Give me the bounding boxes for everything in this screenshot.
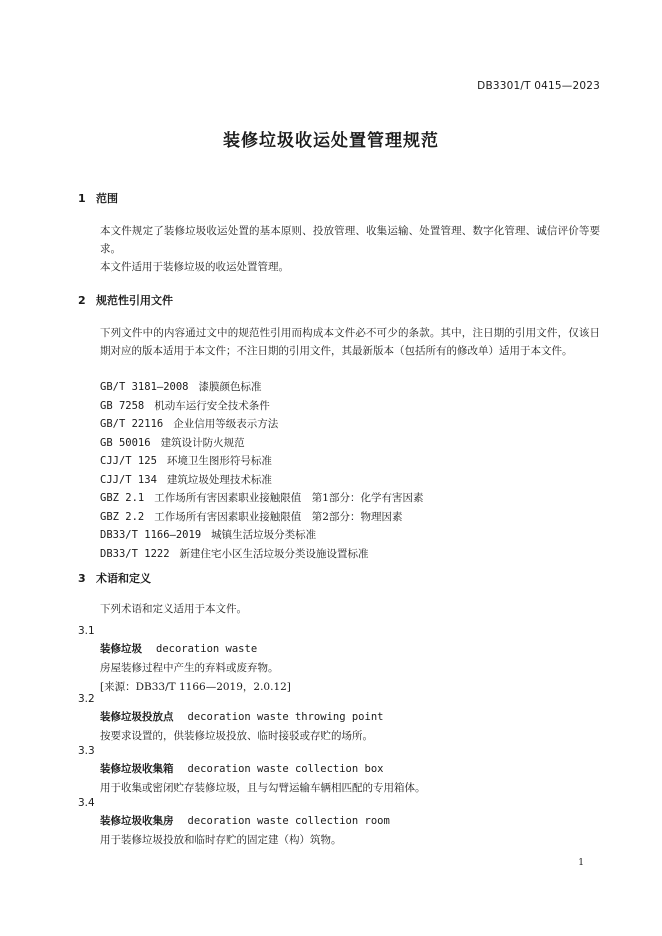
- term-name: 装修垃圾投放点: [100, 711, 174, 723]
- term-name: 装修垃圾: [100, 643, 142, 655]
- term-number: 3.2: [78, 693, 95, 705]
- section-1-number: 1: [78, 192, 86, 205]
- reference-code: DB33/T 1166—2019: [100, 529, 202, 541]
- reference-code: DB33/T 1222: [100, 547, 170, 560]
- section-2-title: 规范性引用文件: [96, 294, 173, 307]
- term-heading: [78, 760, 600, 779]
- term-english: decoration waste: [156, 643, 258, 655]
- term-name: 装修垃圾收集房: [100, 815, 174, 827]
- reference-item: [100, 378, 423, 397]
- reference-name: 工作场所有害因素职业接触限值 第2部分：物理因素: [154, 510, 403, 523]
- reference-code: GBZ 2.1: [100, 492, 145, 504]
- reference-name: 工作场所有害因素职业接触限值 第1部分：化学有害因素: [154, 492, 424, 504]
- reference-code: CJJ/T 134: [100, 473, 157, 486]
- reference-code: GBZ 2.2: [100, 510, 145, 523]
- reference-item: [100, 489, 423, 508]
- term-source: [来源：DB33/T 1166—2019，2.0.12]: [100, 681, 291, 693]
- reference-name: 建筑垃圾处理技术标准: [166, 473, 272, 486]
- reference-item: [100, 508, 423, 527]
- section-3-title: 术语和定义: [96, 572, 151, 585]
- reference-name: 新建住宅小区生活垃圾分类设施设置标准: [179, 547, 369, 560]
- document-title: 装修垃圾收运处置管理规范: [223, 131, 439, 151]
- reference-item: [100, 545, 423, 564]
- reference-name: 环境卫生图形符号标准: [166, 455, 272, 467]
- term-number: 3.4: [78, 797, 95, 809]
- page-number: 1: [578, 858, 584, 868]
- scope-paragraph-1-text: 本文件规定了装修垃圾收运处置的基本原则、投放管理、收集运输、处置管理、数字化管理、诚信评价等要求。: [100, 225, 600, 255]
- term-english: decoration waste collection box: [187, 763, 384, 775]
- term-entry: [78, 794, 600, 850]
- term-entry: [78, 622, 600, 697]
- reference-code: GB 7258: [100, 399, 145, 412]
- reference-item: [100, 452, 423, 471]
- reference-item: [100, 434, 423, 453]
- scope-paragraph-1: [78, 222, 600, 258]
- term-name: 装修垃圾收集箱: [100, 763, 174, 775]
- reference-name: 机动车运行安全技术条件: [154, 399, 270, 412]
- term-number: 3.1: [78, 625, 95, 637]
- section-2-heading: [78, 292, 173, 308]
- reference-code: GB/T 3181—2008: [100, 381, 189, 393]
- section-1-heading: [78, 190, 118, 206]
- terms-intro-text: 下列术语和定义适用于本文件。: [100, 603, 247, 615]
- reference-item: [100, 471, 423, 490]
- term-heading: [78, 640, 600, 659]
- reference-name: 城镇生活垃圾分类标准: [211, 529, 317, 541]
- section-1-title: 范围: [96, 192, 118, 205]
- reference-item: [100, 526, 423, 545]
- term-english: decoration waste collection room: [187, 815, 390, 827]
- section-3-heading: [78, 570, 151, 586]
- term-english: decoration waste throwing point: [187, 711, 384, 723]
- term-heading: [78, 708, 600, 727]
- term-definition: 房屋装修过程中产生的弃料或废弃物。: [100, 662, 279, 674]
- reference-list: [100, 378, 423, 563]
- reference-name: 漆膜颜色标准: [198, 381, 262, 393]
- section-2-number: 2: [78, 294, 86, 307]
- term-entry: [78, 742, 600, 798]
- reference-code: CJJ/T 125: [100, 455, 157, 467]
- term-number: 3.3: [78, 745, 95, 757]
- reference-name: 建筑设计防火规范: [160, 436, 245, 449]
- reference-code: GB/T 22116: [100, 418, 164, 430]
- scope-paragraph-2: [78, 258, 600, 276]
- reference-item: [100, 397, 423, 416]
- normative-intro: [78, 324, 600, 360]
- reference-name: 企业信用等级表示方法: [173, 418, 279, 430]
- term-heading: [78, 812, 600, 831]
- reference-item: [100, 415, 423, 434]
- document-code: DB3301/T 0415—2023: [477, 80, 600, 92]
- scope-paragraph-2-text: 本文件适用于装修垃圾的收运处置管理。: [100, 261, 289, 273]
- terms-intro: [78, 600, 600, 618]
- term-definition: 用于收集或密闭贮存装修垃圾，且与勾臂运输车辆相匹配的专用箱体。: [100, 782, 426, 794]
- term-entry: [78, 690, 600, 746]
- section-3-number: 3: [78, 572, 86, 585]
- term-definition: 用于装修垃圾投放和临时存贮的固定建（构）筑物。: [100, 834, 342, 846]
- term-definition: 按要求设置的，供装修垃圾投放、临时接驳或存贮的场所。: [100, 730, 373, 742]
- normative-intro-text: 下列文件中的内容通过文中的规范性引用而构成本文件必不可少的条款。其中，注日期的引用文件，仅该日期对应的版本适用于本文件；不注日期的引用文件，其最新版本（包括所有的修改单）适用于本文件。: [100, 327, 600, 357]
- reference-code: GB 50016: [100, 436, 151, 449]
